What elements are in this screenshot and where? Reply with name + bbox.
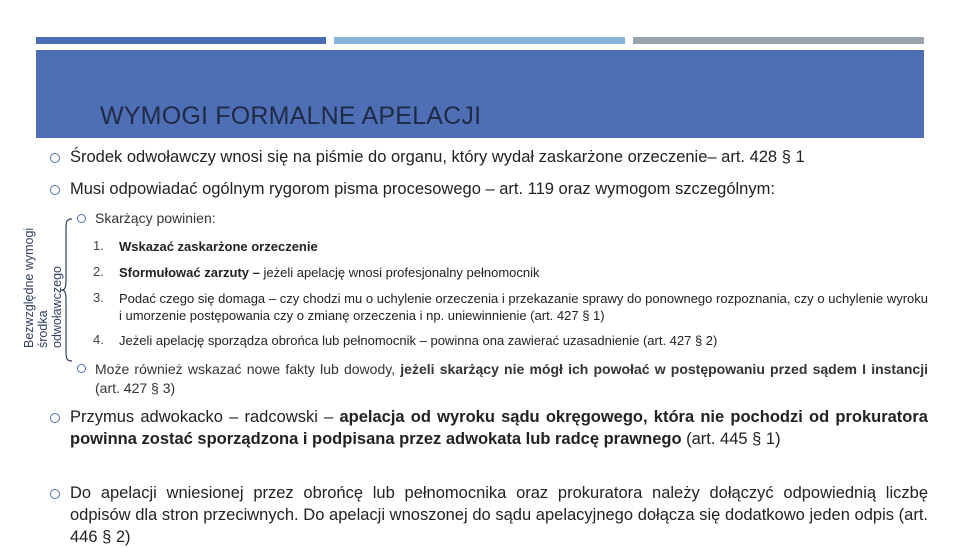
- bullet-przymus-adwokacki: [70, 406, 928, 450]
- slide-title: WYMOGI FORMALNE APELACJI: [100, 102, 482, 130]
- list-item-zarzuty: [119, 264, 928, 281]
- list-item-bold: Wskazać zaskarżone orzeczenie: [119, 239, 318, 254]
- top-accent-bar-gray: [633, 37, 924, 44]
- list-item-zadanie: [119, 290, 928, 324]
- side-label-line-2: środka: [36, 310, 50, 348]
- title-banner: [36, 50, 924, 138]
- list-item-bold: Sformułować zarzuty –: [119, 265, 260, 280]
- list-item-text: jeżeli apelację wnosi profesjonalny pełnomocnik: [259, 265, 540, 280]
- list-item-text: Podać czego się domaga – czy chodzi mu o uchylenie orzeczenia i przekazanie sprawy do ponownego rozpoznania, czy o uchylenie wyroku i umorzenie postępowania czy o zmianę orzeczenia i np. uniewinnienie (art. 427 § 1): [119, 291, 928, 323]
- bullet-nowe-fakty: [95, 360, 928, 398]
- bullet-srodek-odwolawczy: Środek odwoławczy wnosi się na piśmie do organu, który wydał zaskarżone orzeczenie– art. 428 § 1: [70, 148, 805, 166]
- list-item-number: 4.: [93, 332, 104, 347]
- list-item-number: 1.: [93, 238, 104, 253]
- side-label-text: [22, 228, 64, 348]
- list-item-wskazac: [119, 238, 928, 255]
- bullet-text: (art. 445 § 1): [681, 430, 781, 448]
- bullet-text: Przymus adwokacko – radcowski –: [70, 408, 340, 426]
- bullet-rygory-pisma: Musi odpowiadać ogólnym rygorom pisma procesowego – art. 119 oraz wymogom szczególnym:: [70, 180, 775, 198]
- bullet-bold-text: jeżeli skarżący nie mógł ich powołać w postępowaniu przed sądem I instancji: [400, 361, 928, 377]
- side-label-line-1: Bezwzględne wymogi: [22, 227, 36, 348]
- bullet-skarzacy-powinien: Skarżący powinien:: [95, 210, 216, 226]
- top-accent-bar-lightblue: [334, 37, 625, 44]
- bullet-bold-text: apelacja od wyroku sądu okręgowego, która nie pochodzi od prokuratora powinna zostać sporządzona i podpisana przez adwokata lub radcę prawnego: [70, 408, 928, 448]
- bullet-text: Może również wskazać nowe fakty lub dowody,: [95, 361, 401, 377]
- top-accent-bar-blue: [36, 37, 326, 44]
- bullet-text: (art. 427 § 3): [95, 380, 176, 396]
- list-item-uzasadnienie: [119, 332, 928, 349]
- bullet-odpisy: Do apelacji wniesionej przez obrońcę lub pełnomocnika oraz prokuratora należy dołączyć odpowiednią liczbę odpisów dla stron przeciwnych. Do apelacji wnoszonej do sądu apelacyjnego dołącza się dodatkowo jeden odpis (art. 446 § 2): [70, 484, 928, 546]
- list-item-number: 2.: [93, 264, 104, 279]
- list-item-text: Jeżeli apelację sporządza obrońca lub pełnomocnik – powinna ona zawierać uzasadnienie (art. 427 § 2): [119, 333, 718, 348]
- curly-brace-icon: [60, 218, 74, 362]
- list-item-number: 3.: [93, 290, 104, 305]
- side-label-line-3: odwoławczego: [50, 266, 64, 348]
